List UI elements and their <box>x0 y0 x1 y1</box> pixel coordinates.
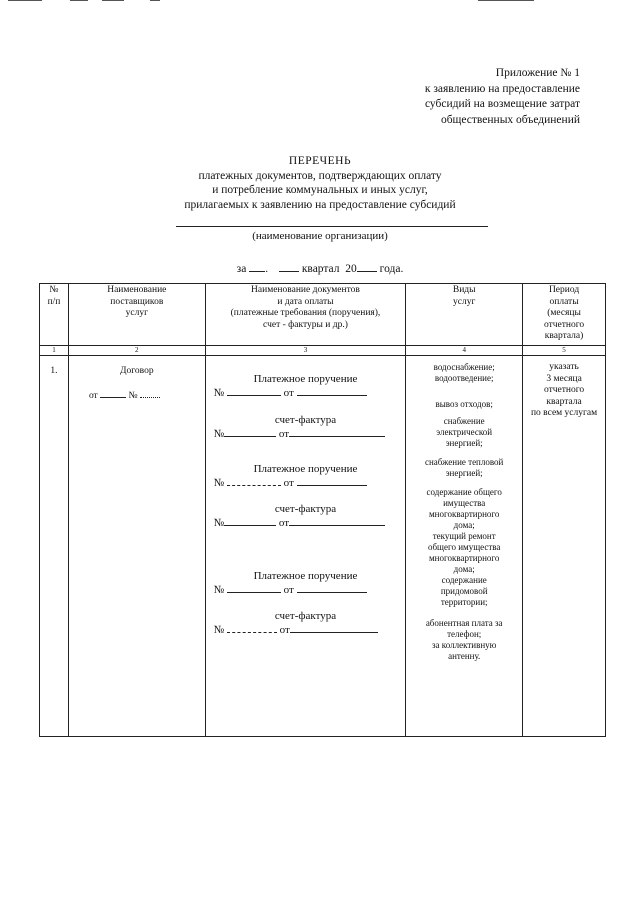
supplier-from-label: от <box>88 390 98 401</box>
period-line: по всем услугам <box>530 408 598 418</box>
organization-caption: (наименование организации) <box>252 230 388 242</box>
service-kind: содержание <box>441 575 487 585</box>
no-label: № <box>213 428 225 440</box>
service-kind: снабжение тепловой <box>425 457 504 467</box>
doc-date-field[interactable] <box>290 623 378 633</box>
column-number: 1 <box>40 346 69 356</box>
from-label: от <box>283 387 294 399</box>
row-number-cell <box>40 356 69 737</box>
organization-name-line[interactable] <box>176 226 488 227</box>
service-kind: энергией; <box>445 438 483 448</box>
title-main: ПЕРЕЧЕНЬ <box>288 155 352 167</box>
column-number: 5 <box>523 346 606 356</box>
service-kind: антенну. <box>448 651 481 661</box>
service-kind: абонентная плата за <box>425 618 503 628</box>
period-za: за <box>236 263 247 275</box>
period-line: отчетного <box>543 385 585 395</box>
service-kinds-list <box>408 356 520 662</box>
header-text: (месяцы <box>547 308 581 318</box>
service-kind: текущий ремонт <box>432 531 496 541</box>
doc-number-field[interactable] <box>227 476 281 486</box>
service-kind: снабжение <box>443 416 485 426</box>
period-line: указать <box>549 362 579 372</box>
service-kind: электрической <box>436 427 493 437</box>
header-text: № <box>49 285 59 295</box>
period-line: 3 месяца <box>546 373 582 384</box>
doc-number-field[interactable] <box>227 386 281 396</box>
doc-date-field[interactable] <box>297 476 367 486</box>
documents-cell <box>205 356 406 737</box>
from-label: от <box>278 517 290 529</box>
header-text: квартала) <box>544 331 584 341</box>
title-line: платежных документов, подтверждающих оплату <box>198 169 442 182</box>
payment-period-cell <box>523 356 606 737</box>
service-kind: придомовой <box>440 586 488 596</box>
service-kind: общего имущества <box>427 542 501 552</box>
supplier-cell <box>68 356 205 737</box>
service-kind: содержание общего <box>426 487 502 497</box>
header-cell <box>68 284 205 346</box>
period-year-suffix: года. <box>379 263 404 275</box>
doc-line <box>208 516 404 530</box>
doc-date-field[interactable] <box>297 386 367 396</box>
no-label: № <box>213 624 225 636</box>
reporting-period: за . квартал 20 года. <box>236 263 404 275</box>
doc-payment-order: Платежное поручение <box>253 463 358 475</box>
service-kind: дома; <box>453 564 475 574</box>
appendix-note <box>425 66 580 128</box>
from-label: от <box>278 428 290 440</box>
from-label: от <box>283 584 294 596</box>
no-label: № <box>213 584 225 596</box>
header-text: услуг <box>453 296 476 307</box>
header-text: счет - фактуры и др.) <box>263 319 348 330</box>
appendix-line: Приложение № 1 <box>495 67 580 79</box>
row-number: 1. <box>50 366 58 376</box>
header-text: (платежные требования (поручения), <box>230 308 381 318</box>
service-kind: телефон; <box>447 629 482 639</box>
doc-payment-order: Платежное поручение <box>253 373 358 385</box>
period-quarter: квартал <box>301 263 340 275</box>
column-number: 4 <box>406 346 523 356</box>
header-text: п/п <box>47 296 61 307</box>
contract-date-field[interactable] <box>100 388 126 398</box>
supplier-no-label: № <box>128 390 138 401</box>
year-field[interactable] <box>357 262 377 272</box>
document-title <box>0 154 640 212</box>
doc-invoice: счет-фактура <box>274 414 337 426</box>
header-cell <box>523 284 606 346</box>
payment-period-note <box>525 356 603 420</box>
period-year-prefix: 20 <box>345 263 357 275</box>
doc-invoice: счет-фактура <box>274 503 337 515</box>
payment-documents-table <box>39 283 606 737</box>
appendix-line: субсидий на возмещение затрат <box>424 98 580 110</box>
supplier-contract-details <box>71 378 203 403</box>
no-label: № <box>213 517 225 529</box>
appendix-line: к заявлению на предоставление <box>424 82 580 95</box>
header-text: оплаты <box>549 296 579 307</box>
service-kind: водоотведение; <box>434 373 494 383</box>
header-text: услуг <box>125 308 148 318</box>
supplier-contract-label: Договор <box>120 366 154 376</box>
service-kind: дома; <box>453 520 475 530</box>
doc-line <box>208 386 404 400</box>
header-text: поставщиков <box>110 296 164 307</box>
title-line: и потребление коммунальных и иных услуг, <box>212 184 428 196</box>
header-cell <box>205 284 406 346</box>
doc-line <box>208 427 404 441</box>
header-cell <box>40 284 69 346</box>
service-kind: водоснабжение; <box>433 362 495 372</box>
service-kind: вывоз отходов; <box>435 399 493 409</box>
doc-line <box>208 476 404 490</box>
doc-number-field[interactable] <box>227 623 277 633</box>
service-kind: за коллективную <box>432 640 497 650</box>
doc-number-field[interactable] <box>224 427 276 437</box>
period-line: квартала <box>546 396 582 407</box>
contract-number-field[interactable] <box>140 388 160 398</box>
header-text: Наименование документов <box>251 285 360 295</box>
header-cell <box>406 284 523 346</box>
no-label: № <box>213 387 225 399</box>
service-kinds-cell <box>406 356 523 737</box>
column-number: 3 <box>205 346 406 356</box>
doc-number-field[interactable] <box>224 516 276 526</box>
column-number-row <box>40 346 606 356</box>
service-kind: энергией; <box>445 468 483 478</box>
doc-number-field[interactable] <box>227 583 281 593</box>
doc-line <box>208 583 404 597</box>
service-kind: территории; <box>440 597 488 607</box>
from-label: от <box>283 477 294 489</box>
doc-line <box>208 623 404 637</box>
header-text: и дата оплаты <box>277 296 334 307</box>
from-label: от <box>279 624 290 636</box>
appendix-line: общественных объединений <box>440 113 580 126</box>
header-text: Период <box>548 285 580 295</box>
quarter-field[interactable] <box>279 262 299 272</box>
header-text: отчетного <box>543 319 585 330</box>
service-kind: имущества <box>443 498 486 508</box>
header-text: Виды <box>452 285 476 295</box>
service-kind: многоквартирного <box>428 509 500 519</box>
service-kind: многоквартирного <box>428 553 500 563</box>
table-row <box>40 356 606 737</box>
doc-invoice: счет-фактура <box>274 610 337 622</box>
title-line: прилагаемых к заявлению на предоставление субсидий <box>184 198 456 211</box>
quarter-number-field[interactable] <box>249 262 265 272</box>
header-text: Наименование <box>107 285 167 295</box>
doc-date-field[interactable] <box>289 427 385 437</box>
doc-date-field[interactable] <box>297 583 367 593</box>
column-number: 2 <box>68 346 205 356</box>
doc-date-field[interactable] <box>289 516 385 526</box>
doc-payment-order: Платежное поручение <box>253 570 358 582</box>
table-header-row <box>40 284 606 346</box>
no-label: № <box>213 477 225 489</box>
